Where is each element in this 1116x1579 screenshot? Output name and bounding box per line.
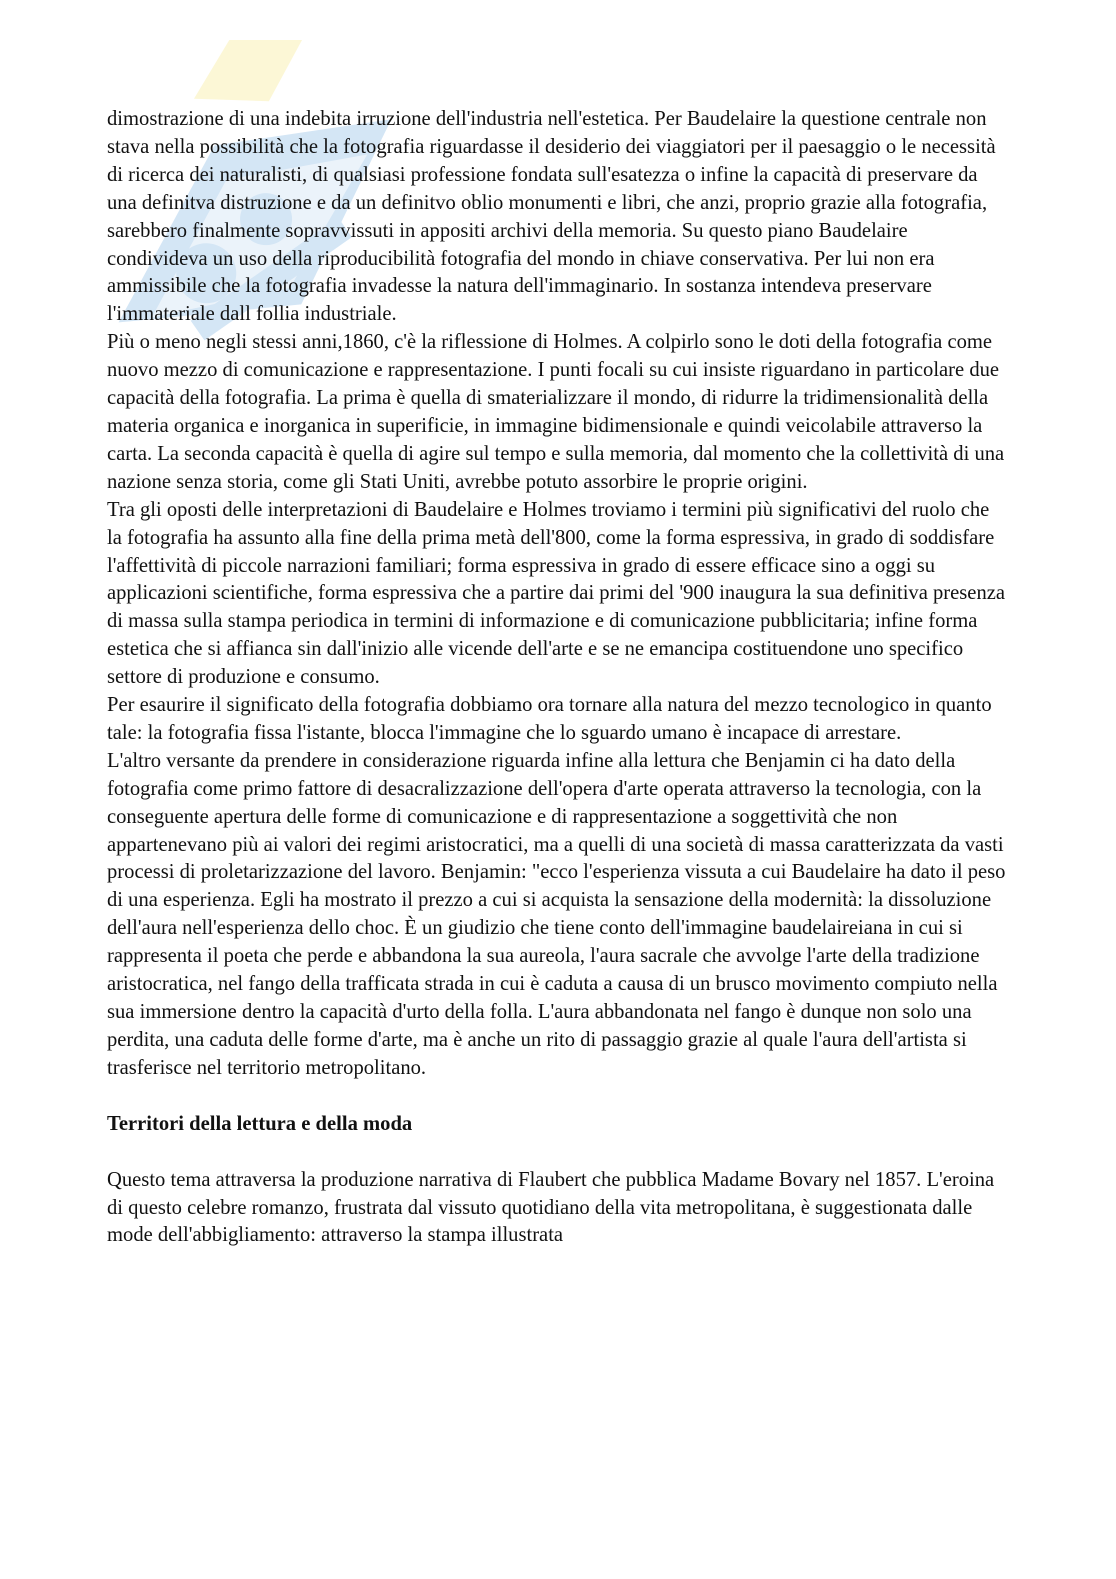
paragraph: Questo tema attraversa la produzione narrativa di Flaubert che pubblica Madame Bovary nel 1857. L'eroina di questo celebre romanzo, frustrata dal vissuto quotidiano della vita metropolitana, è suggestionata dalle mode dell'abbigliamento: attraverso la stampa illustrata [107,1168,995,1247]
paragraph: Più o meno negli stessi anni,1860, c'è la riflessione di Holmes. A colpirlo sono le doti della fotografia come nuovo mezzo di comunicazione e rappresentazione. I punti focali su cui insiste riguardano in particolare due capacità della fotografia. La prima è quella di smaterializzare il mondo, di ridurre la tridimensionalità della materia organica e inorganica in superificie, in immagine bidimensionale e quindi veicolabile attraverso la carta. La seconda capacità è quella di agire sul tempo e sulla memoria, dal momento che la collettività di una nazione senza storia, come gli Stati Uniti, avrebbe potuto assorbire le proprie origini. [107,331,1005,493]
paragraph: dimostrazione di una indebita irruzione dell'industria nell'estetica. Per Baudelaire la questione centrale non stava nella possibilità che la fotografia riguardasse il desiderio dei viaggiatori per il paesaggio o le necessità di ricerca dei naturalisti, di qualsiasi professione fondata sull'esatezza o infine la capacità di preservare da una definitva distruzione e da un definitvo oblio monumenti e libri, che anzi, proprio grazie alla fotografia, sarebbero finalmente sopravvissuti in appositi archivi della memoria. Su questo piano Baudelaire condivideva un uso della riproducibilità fotografia del mondo in chiave conservativa. Per lui non era ammissibile che la fotografia invadesse la natura dell'immaginario. In sostanza intendeva preservare l'immateriale dall follia industriale. [107,108,996,326]
document-body [107,106,1007,1250]
section-heading: Territori della lettura e della moda [107,1112,413,1135]
paragraph: Per esaurire il significato della fotografia dobbiamo ora tornare alla natura del mezzo tecnologico in quanto tale: la fotografia fissa l'istante, blocca l'immagine che lo sguardo umano è incapace di arrestare. [107,694,992,744]
paragraph: Tra gli oposti delle interpretazioni di Baudelaire e Holmes troviamo i termini più significativi del ruolo che la fotografia ha assunto alla fine della prima metà dell'800, come la forma espressiva, in grado di soddisfare l'affettività di piccole narrazioni familiari; forma espressiva in grado di essere efficace sino a oggi su applicazioni scientifiche, forma espressiva che a partire dai primi del '900 inaugura la sua definitiva presenza di massa sulla stampa periodica in termini di informazione e di comunicazione pubblicitaria; infine forma estetica che si affianca sin dall'inizio alle vicende dell'arte e se ne emancipa costituendone uno specifico settore di produzione e consumo. [107,498,1006,689]
paragraph: L'altro versante da prendere in considerazione riguarda infine alla lettura che Benjamin ci ha dato della fotografia come primo fattore di desacralizzazione dell'opera d'arte operata attraverso la tecnologia, con la conseguente apertura delle forme di comunicazione e di rappresentazione a soggettività che non appartenevano più ai valori dei regimi aristocratici, ma a quelli di una società di massa caratterizzata da vasti processi di proletarizzazione del lavoro. Benjamin: "ecco l'esperienza vissuta a cui Baudelaire ha dato il peso di una esperienza. Egli ha mostrato il prezzo a cui si acquista la sensazione della modernità: la dissoluzione dell'aura nell'esperienza dello choc. È un giudizio che tiene conto dell'immagine baudelaireiana in cui si rappresenta il poeta che perde e abbandona la sua aureola, l'aura sacrale che avvolge l'arte della tradizione aristocratica, nel fango della trafficata strada in cui è caduta a causa di un brusco movimento compiuto nella sua immersione dentro la capacità d'urto della folla. L'aura abbandonata nel fango è dunque non solo una perdita, una caduta delle forme d'arte, ma è anche un rito di passaggio grazie al quale l'aura dell'artista si trasferisce nel territorio metropolitano. [107,749,1006,1079]
